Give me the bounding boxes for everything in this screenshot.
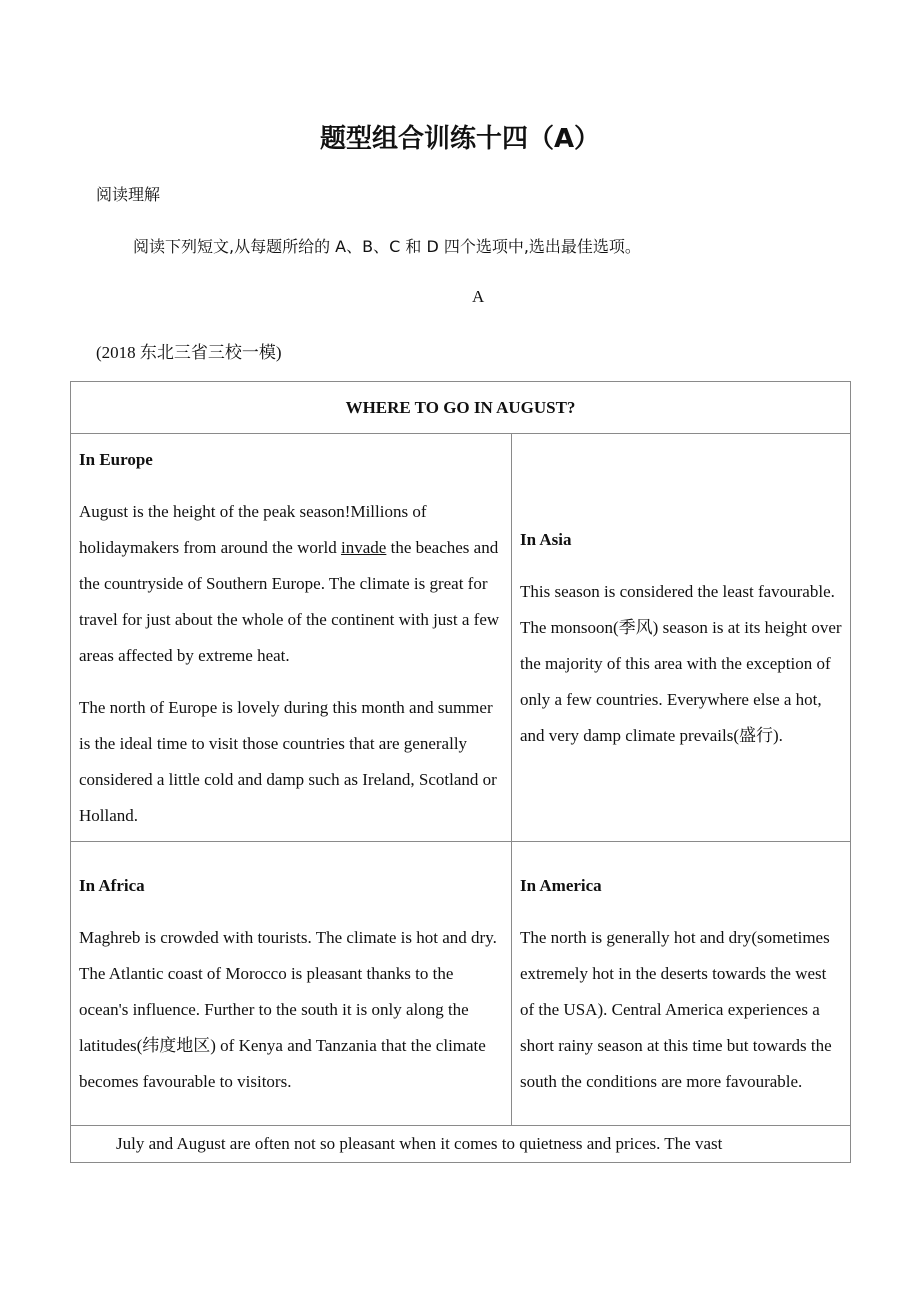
cell-asia (512, 434, 851, 842)
europe-paragraph-1: August is the height of the peak season!Millions of holidaymakers from around the world invade the beaches and the countryside of Southern Europe. The climate is great for travel for just about the whole of the continent with just a few areas affected by extreme heat. (79, 501, 500, 665)
europe-heading: In Europe (79, 449, 153, 469)
europe-paragraph-2: The north of Europe is lovely during this month and summer is the ideal time to visit those countries that are generally considered a little cold and damp such as Ireland, Scotland or Holland. (79, 697, 497, 825)
instruction: 阅读下列短文,从每题所给的 A、B、C 和 D 四个选项中,选出最佳选项。 (133, 237, 641, 256)
cell-europe (71, 434, 512, 842)
page-title: 题型组合训练十四（A） (319, 124, 601, 154)
asia-heading: In Asia (520, 529, 572, 549)
source-note: (2018 东北三省三校一模) (96, 343, 282, 362)
africa-paragraph: Maghreb is crowded with tourists. The climate is hot and dry. The Atlantic coast of Morocco is pleasant thanks to the ocean's influence. Further to the south it is only along the latitudes(纬度地区) of Kenya and Tanzania that the climate becomes favourable to visitors. (79, 927, 497, 1091)
africa-heading: In Africa (79, 875, 145, 895)
section-label: 阅读理解 (96, 185, 161, 204)
table-footer-text: July and August are often not so pleasant when it comes to quietness and prices. The vast (71, 1126, 851, 1163)
passage-label: A (472, 287, 485, 306)
cell-africa (71, 842, 512, 1126)
table-header: WHERE TO GO IN AUGUST? (71, 382, 851, 434)
info-table (70, 381, 851, 1163)
asia-paragraph: This season is considered the least favourable. The monsoon(季风) season is at its height over the majority of this area with the exception of only a few countries. Everywhere else a hot, and very damp climate prevails(盛行). (520, 581, 842, 745)
america-paragraph: The north is generally hot and dry(sometimes extremely hot in the deserts towards the west of the USA). Central America experiences a short rainy season at this time but towards the south the conditions are more favourable. (520, 927, 832, 1091)
cell-america (512, 842, 851, 1126)
underlined-word: invade (341, 537, 387, 557)
america-heading: In America (520, 875, 602, 895)
